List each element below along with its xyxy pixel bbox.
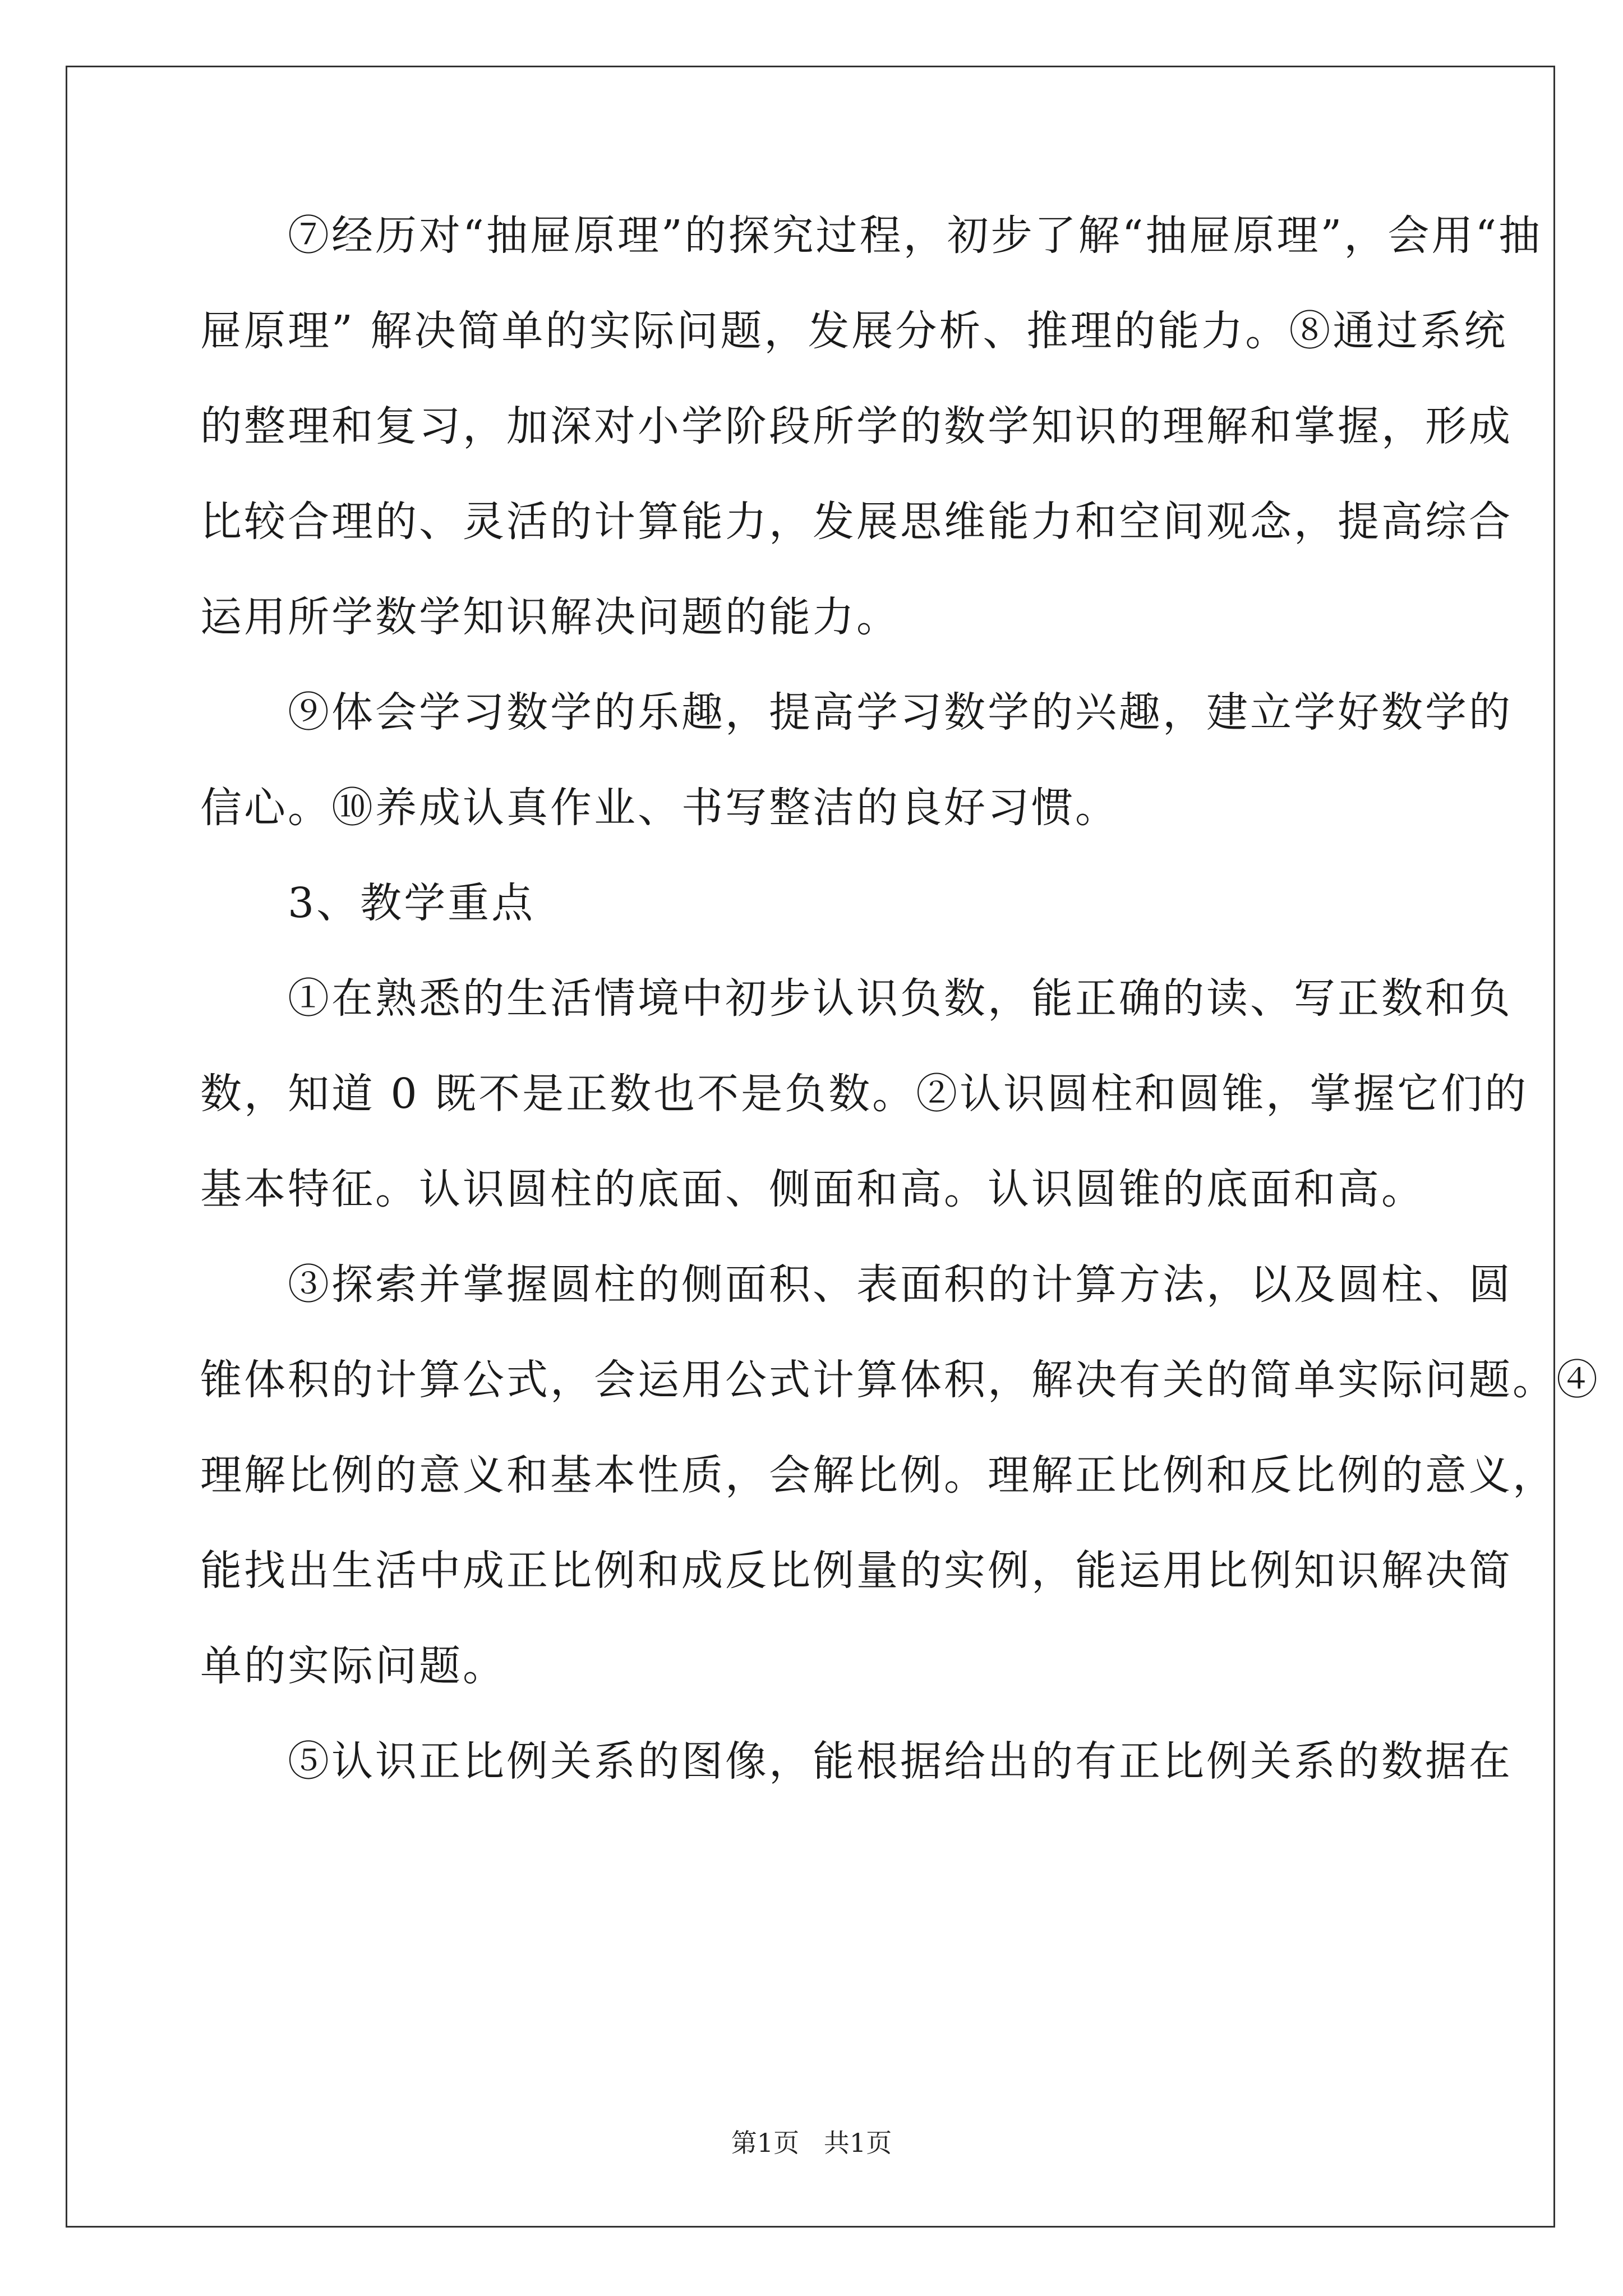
page-number-footer: 第1页 共1页 — [731, 2128, 892, 2158]
text-line: ⑤认识正比例关系的图像，能根据给出的有正比例关系的数据在 — [200, 1737, 1513, 1786]
text-line: ①在熟悉的生活情境中初步认识负数，能正确的读、写正数和负 — [200, 974, 1513, 1023]
text-line: 信心。⑩养成认真作业、书写整洁的良好习惯。 — [200, 784, 1119, 832]
text-line: ⑦经历对“抽屉原理”的探究过程，初步了解“抽屉原理”，会用“抽 — [200, 211, 1543, 260]
text-line: ③探索并掌握圆柱的侧面积、表面积的计算方法，以及圆柱、圆 — [200, 1260, 1513, 1309]
text-line: 锥体积的计算公式，会运用公式计算体积，解决有关的简单实际问题。④ — [200, 1356, 1600, 1404]
text-line: 能找出生活中成正比例和成反比例量的实例，能运用比例知识解决简 — [200, 1547, 1513, 1595]
text-line: 理解比例的意义和基本性质，会解比例。理解正比例和反比例的意义， — [200, 1451, 1556, 1499]
text-line: 运用所学数学知识解决问题的能力。 — [200, 593, 900, 641]
page-border — [66, 66, 1555, 2228]
section-heading: 3、教学重点 — [200, 879, 536, 927]
text-line: 单的实际问题。 — [200, 1642, 506, 1690]
text-line: 屉原理” 解决简单的实际问题，发展分析、推理的能力。⑧通过系统 — [200, 307, 1508, 355]
text-line: 基本特征。认识圆柱的底面、侧面和高。认识圆锥的底面和高。 — [200, 1165, 1425, 1213]
text-line: 的整理和复习，加深对小学阶段所学的数学知识的理解和掌握，形成 — [200, 402, 1513, 450]
text-line: ⑨体会学习数学的乐趣，提高学习数学的兴趣，建立学好数学的 — [200, 688, 1513, 737]
text-line: 数，知道 0 既不是正数也不是负数。②认识圆柱和圆锥，掌握它们的 — [200, 1070, 1529, 1118]
text-line: 比较合理的、灵活的计算能力，发展思维能力和空间观念，提高综合 — [200, 498, 1513, 546]
